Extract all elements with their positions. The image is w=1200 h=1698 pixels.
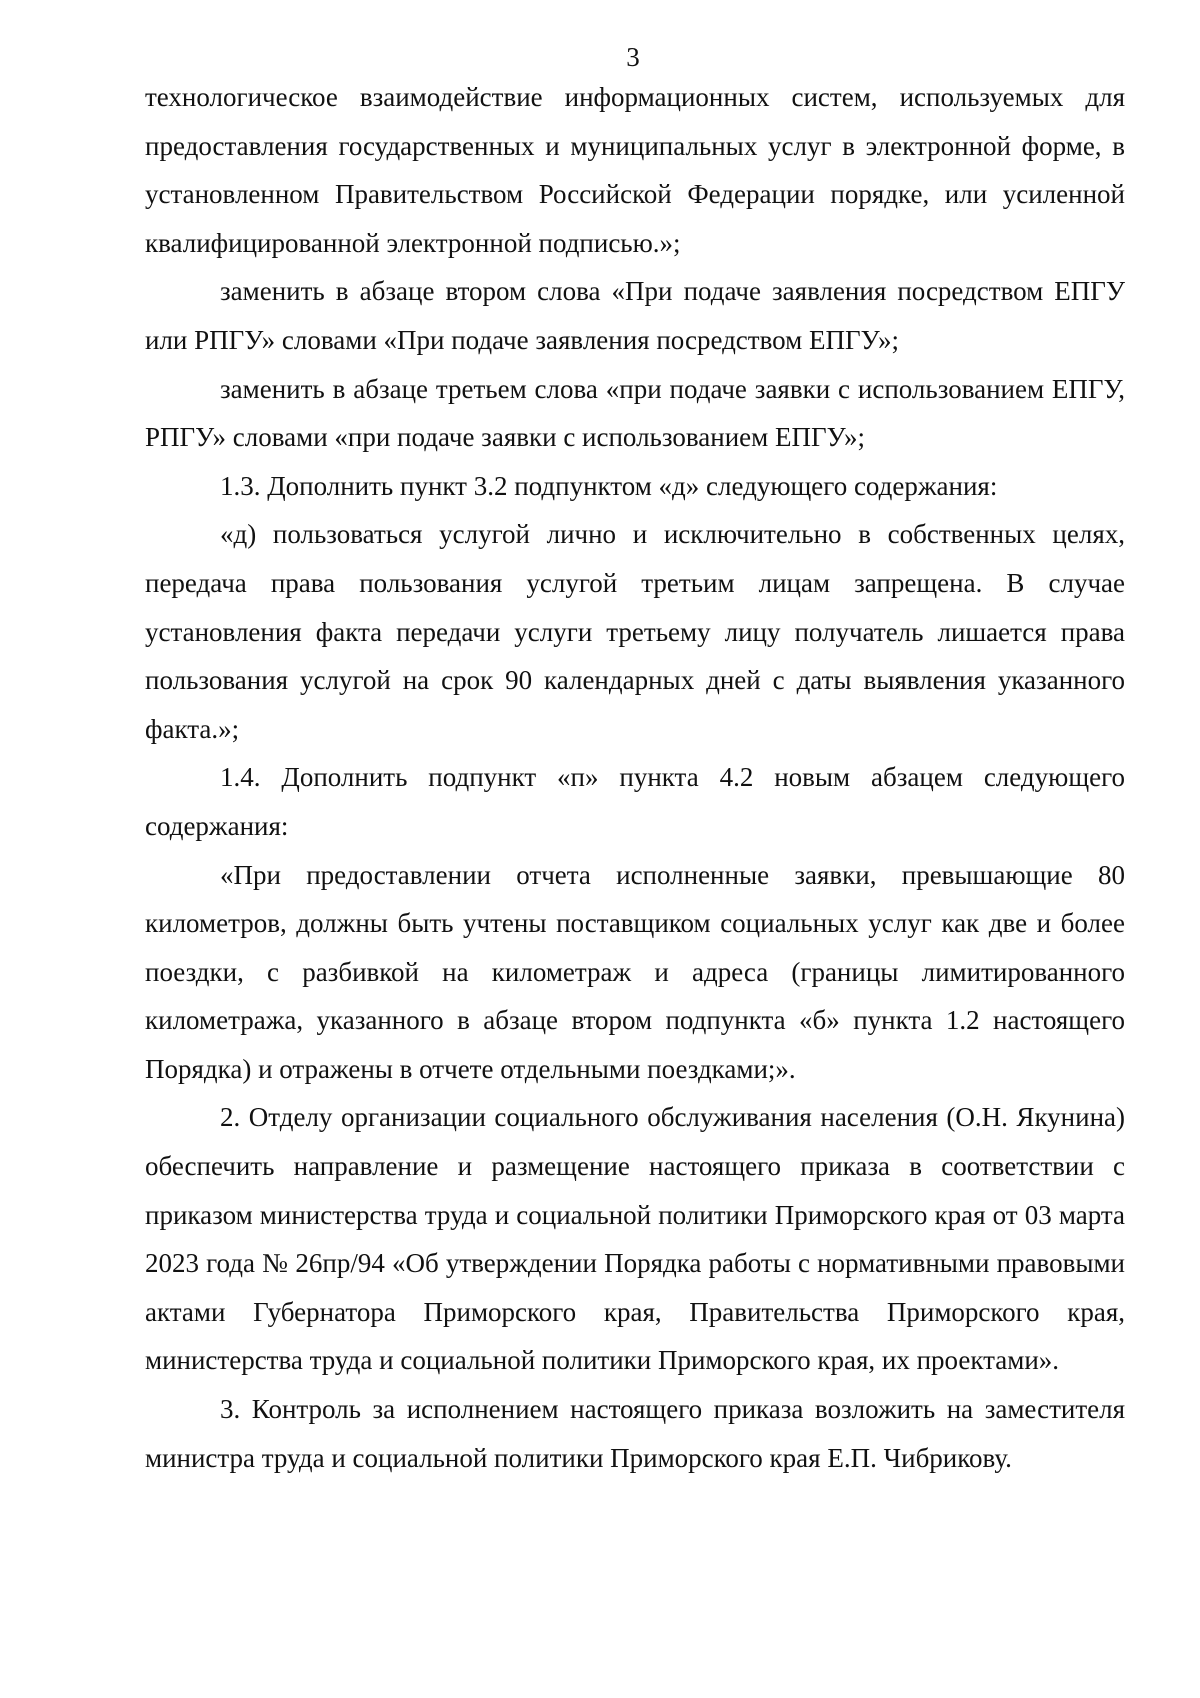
document-body	[145, 73, 1125, 1482]
paragraph-item-3: 3. Контроль за исполнением настоящего приказа возложить на заместителя министра труда и социальной политики Приморского края Е.П. Чибрикову.	[145, 1394, 1125, 1473]
paragraph-item-1-4: 1.4. Дополнить подпункт «п» пункта 4.2 новым абзацем следующего содержания:	[145, 762, 1125, 841]
paragraph-report-rule: «При предоставлении отчета исполненные заявки, превышающие 80 километров, должны быть учтены поставщиком социальных услуг как две и более поездки, с разбивкой на километраж и адреса (границы лимитированного километража, указанного в абзаце втором подпункта «б» пункта 1.2 настоящего Порядка) и отражены в отчете отдельными поездками;».	[145, 859, 1125, 1084]
paragraph-continuation: технологическое взаимодействие информационных систем, используемых для предоставления государственных и муниципальных услуг в электронной форме, в установленном Правительством Российской Федерации порядке, или усиленной квалифицированной электронной подписью.»;	[145, 82, 1125, 258]
paragraph-replace-third: заменить в абзаце третьем слова «при подаче заявки с использованием ЕПГУ, РПГУ» словами «при подаче заявки с использованием ЕПГУ»;	[145, 373, 1125, 453]
page-number: 3	[626, 42, 640, 72]
paragraph-item-2: 2. Отделу организации социального обслуживания населения (О.Н. Якунина) обеспечить направление и размещение настоящего приказа в соответствии с приказом министерства труда и социальной политики Приморского края от 03 марта 2023 года № 26пр/94 «Об утверждении Порядка работы с нормативными правовыми актами Губернатора Приморского края, Правительства Приморского края, министерства труда и социальной политики Приморского края, их проектами».	[145, 1102, 1125, 1376]
paragraph-item-1-3: 1.3. Дополнить пункт 3.2 подпунктом «д» следующего содержания:	[220, 470, 998, 501]
paragraph-subitem-d: «д) пользоваться услугой лично и исключительно в собственных целях, передача права пользования услугой третьим лицам запрещена. В случае установления факта передачи услуги третьему лицу получатель лишается права пользования услугой на срок 90 календарных дней с даты выявления указанного факта.»;	[145, 519, 1125, 744]
paragraph-replace-second: заменить в абзаце втором слова «При подаче заявления посредством ЕПГУ или РПГУ» словами «При подаче заявления посредством ЕПГУ»;	[145, 276, 1125, 355]
